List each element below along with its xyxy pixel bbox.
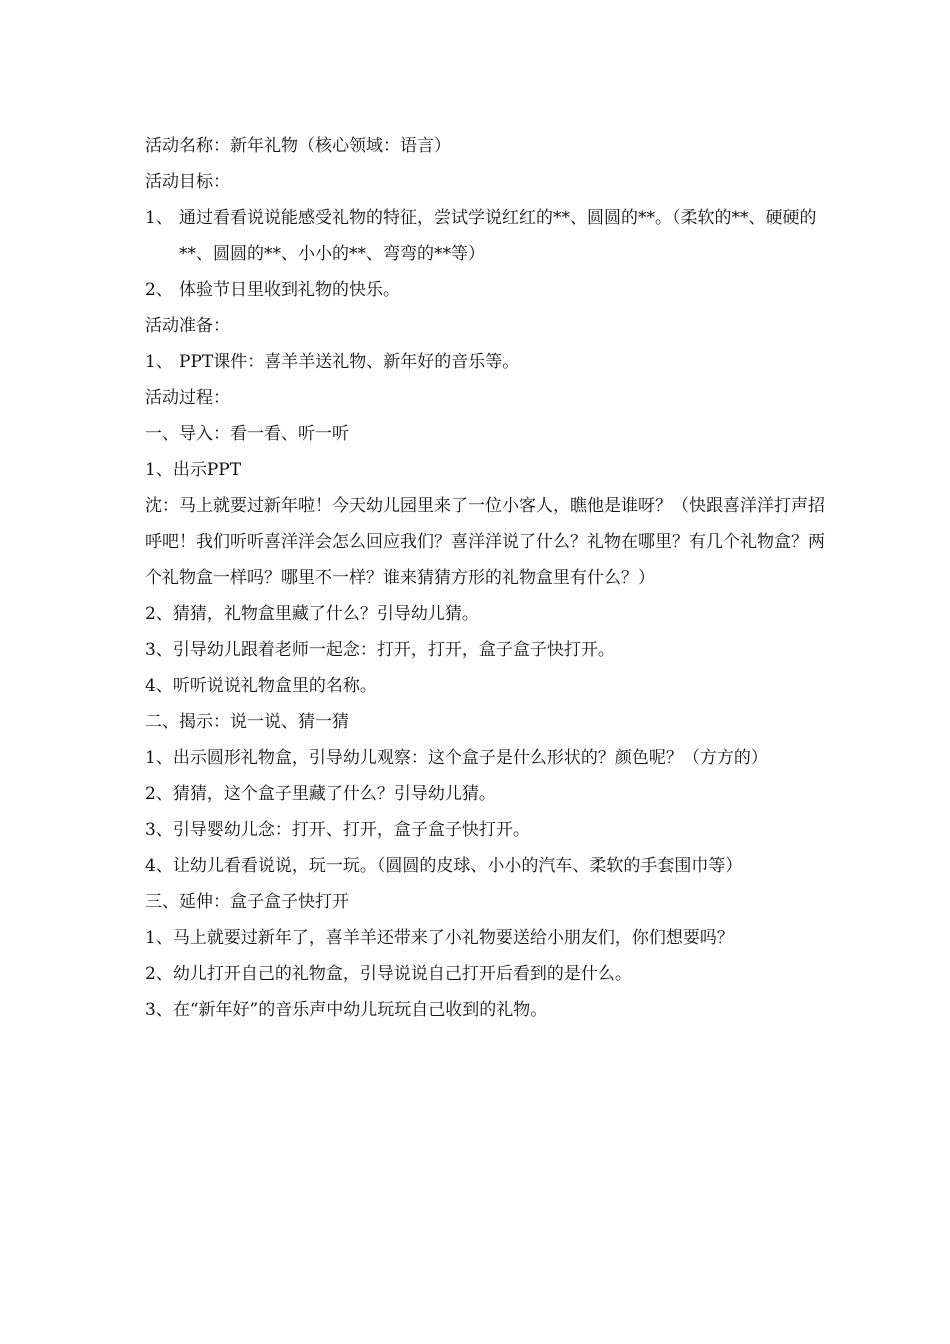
prep-item: [145, 344, 835, 380]
prep-number: 1、: [145, 352, 173, 372]
section-step: 1、出示圆形礼物盒，引导幼儿观察：这个盒子是什么形状的？颜色呢？（方方的）: [145, 748, 768, 768]
section-step: 2、猜猜，礼物盒里藏了什么？引导幼儿猜。: [145, 604, 479, 624]
goals-heading: 活动目标：: [145, 172, 230, 192]
section-step: 2、猜猜，这个盒子里藏了什么？引导幼儿猜。: [145, 784, 496, 804]
prep-heading: 活动准备：: [145, 316, 230, 336]
goal-item: [145, 272, 835, 308]
section-step: 4、让幼儿看看说说，玩一玩。（圆圆的皮球、小小的汽车、柔软的手套围巾等）: [145, 856, 743, 876]
document-body: [145, 128, 835, 1028]
goal-number: 1、: [145, 208, 173, 228]
goal-text: 通过看看说说能感受礼物的特征，尝试学说红红的**、圆圆的**。（柔软的**、硬硬的**、圆圆的**、小小的**、弯弯的**等）: [179, 208, 817, 264]
goal-number: 2、: [145, 280, 173, 300]
section-step: 2、幼儿打开自己的礼物盒，引导说说自己打开后看到的是什么。: [145, 964, 632, 984]
prep-text: PPT课件：喜羊羊送礼物、新年好的音乐等。: [179, 352, 520, 372]
section-title: 三、延伸：盒子盒子快打开: [145, 892, 349, 912]
activity-name: 活动名称：新年礼物（核心领域：语言）: [145, 136, 451, 156]
section-step: 1、马上就要过新年了，喜羊羊还带来了小礼物要送给小朋友们，你们想要吗？: [145, 928, 734, 948]
section-step: 1、出示PPT: [145, 460, 242, 480]
section-title: 二、揭示：说一说、猜一猜: [145, 712, 349, 732]
process-heading: 活动过程：: [145, 388, 230, 408]
goal-text: 体验节日里收到礼物的快乐。: [179, 280, 400, 300]
section-step: 3、引导婴幼儿念：打开、打开，盒子盒子快打开。: [145, 820, 530, 840]
goal-item: [145, 200, 835, 272]
section-title: 一、导入：看一看、听一听: [145, 424, 349, 444]
section-step: 3、在“新年好”的音乐声中幼儿玩玩自己收到的礼物。: [145, 1000, 548, 1020]
section-step: 4、听听说说礼物盒里的名称。: [145, 676, 377, 696]
teacher-dialogue: 沈：马上就要过新年啦！今天幼儿园里来了一位小客人，瞧他是谁呀？（快跟喜洋洋打声招呼吧！我们听听喜洋洋会怎么回应我们？喜洋洋说了什么？礼物在哪里？有几个礼物盒？两个礼物盒一样吗？哪里不一样？谁来猜猜方形的礼物盒里有什么？）: [145, 496, 825, 588]
section-step: 3、引导幼儿跟着老师一起念：打开，打开，盒子盒子快打开。: [145, 640, 615, 660]
